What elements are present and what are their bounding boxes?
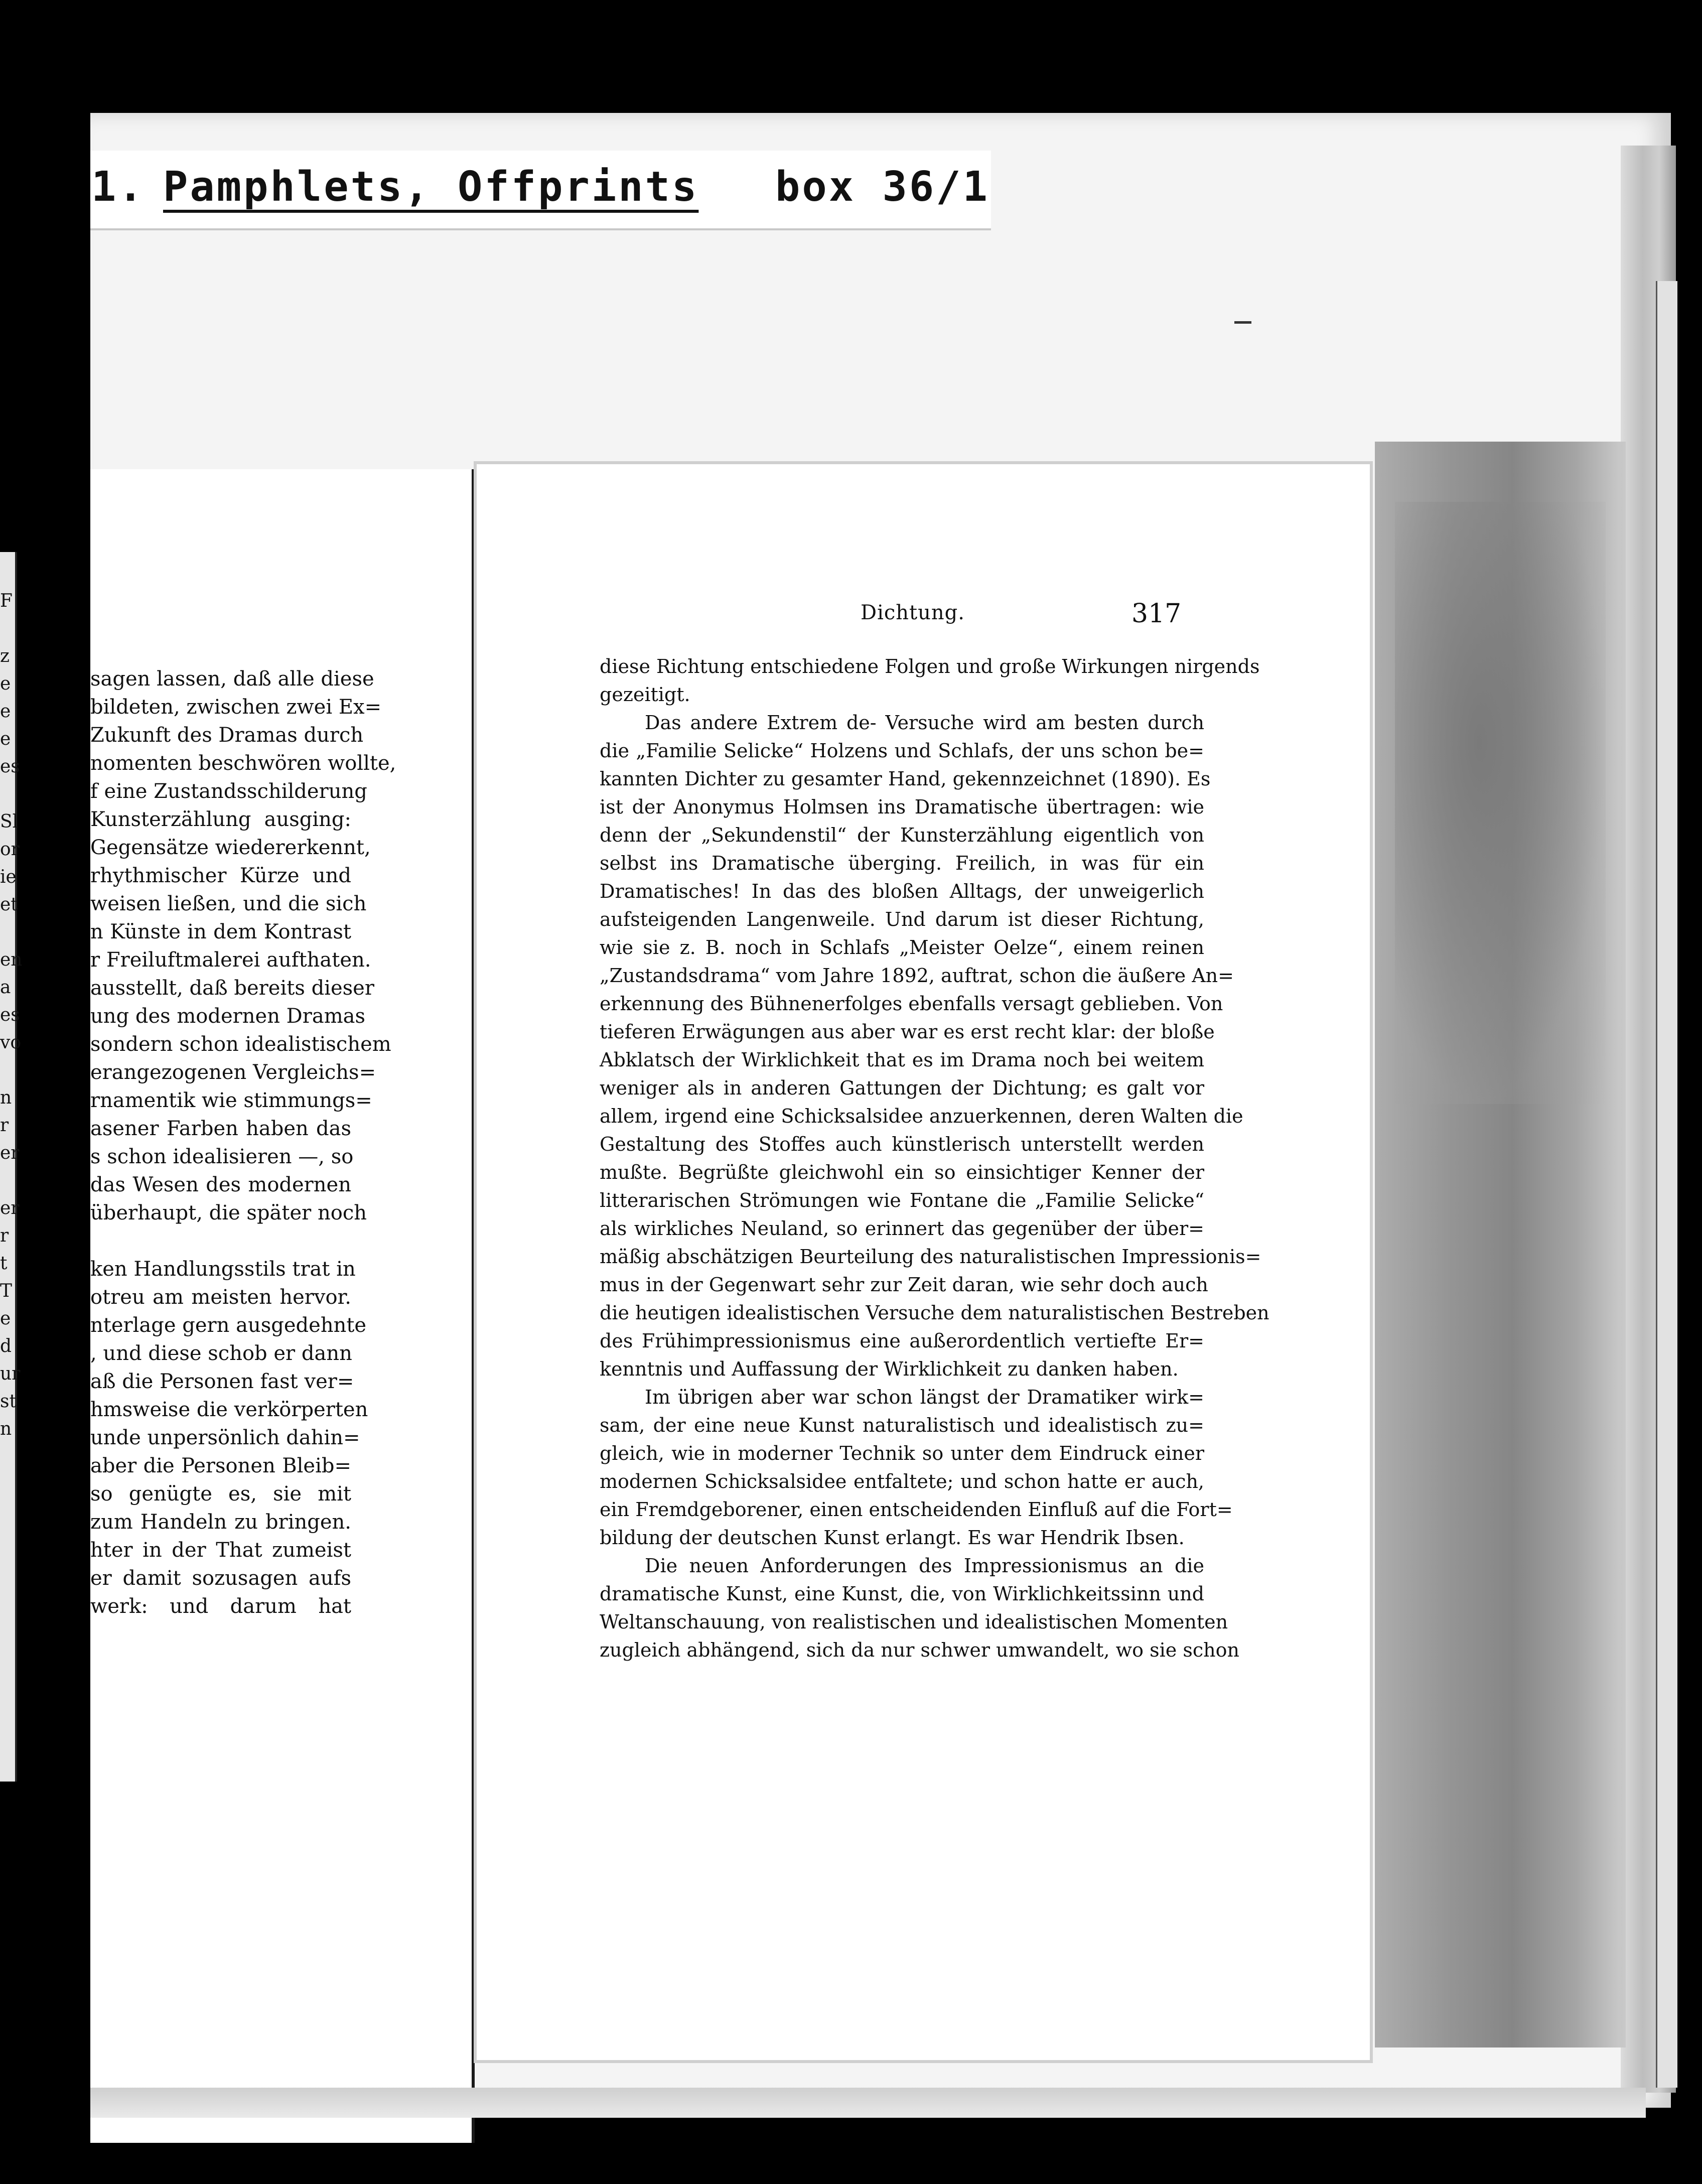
text-line: so genügte es, sie mit <box>90 1482 351 1506</box>
pencil-mark <box>1234 321 1251 324</box>
text-line: Die neuen Anforderungen des Impressionismus an die <box>645 1555 1204 1577</box>
text-fragment: z <box>0 646 10 666</box>
text-line: die „Familie Selicke“ Holzens und Schlafs, der uns schon be= <box>600 740 1204 762</box>
text-line: Gegensätze wiedererkennt, <box>90 836 371 859</box>
text-fragment <box>0 918 15 946</box>
text-line: ausstellt, daß bereits dieser <box>90 977 374 1000</box>
text-fragment: T <box>0 1281 13 1301</box>
text-line: sam, der eine neue Kunst naturalistisch und idealistisch zu= <box>600 1414 1204 1436</box>
label-title: Pamphlets, Offprints <box>163 163 699 211</box>
page-number: 317 <box>1131 599 1182 629</box>
text-line: gleich, wie in moderner Technik so unter dem Eindruck einer <box>600 1442 1204 1464</box>
text-fragment: ie <box>0 867 17 887</box>
text-fragment: or <box>0 839 20 860</box>
text-line: ein Fremdgeborener, einen entscheidenden Einfluß auf die Fort= <box>600 1498 1233 1521</box>
text-fragment <box>0 780 15 808</box>
text-line: Kunsterzählung ausging: <box>90 808 351 831</box>
text-line: Gestaltung des Stoffes auch künstlerisch unterstellt werden <box>600 1133 1204 1155</box>
text-line: wie sie z. B. noch in Schlafs „Meister Oelze“, einem reinen <box>600 936 1204 959</box>
text-fragment: r <box>0 1225 9 1246</box>
text-line: aufsteigenden Langenweile. Und darum ist dieser Richtung, <box>600 908 1204 930</box>
text-line: n Künste in dem Kontrast <box>90 920 351 943</box>
mount-edge-inner <box>1656 281 1677 2088</box>
text-line: asener Farben haben das <box>90 1117 351 1140</box>
text-fragment: st <box>0 1391 17 1412</box>
text-line: r Freiluftmalerei aufthaten. <box>90 948 371 972</box>
text-line: Weltanschauung, von realistischen und idealistischen Momenten <box>600 1611 1228 1633</box>
text-line: ung des modernen Dramas <box>90 1005 366 1028</box>
text-line: mäßig abschätzigen Beurteilung des naturalistischen Impressionis= <box>600 1246 1261 1268</box>
running-header: Dichtung. <box>861 601 965 624</box>
text-line: diese Richtung entschiedene Folgen und große Wirkungen nirgends <box>600 655 1260 677</box>
text-line: mus in der Gegenwart sehr zur Zeit daran, wie sehr doch auch <box>600 1274 1208 1296</box>
text-fragment: F <box>0 591 13 611</box>
text-line: f eine Zustandsschilderung <box>90 780 367 803</box>
text-line: bildung der deutschen Kunst erlangt. Es war Hendrik Ibsen. <box>600 1527 1185 1549</box>
text-fragment: e <box>0 729 11 749</box>
text-line: modernen Schicksalsidee entfaltete; und schon hatte er auch, <box>600 1470 1204 1492</box>
text-line: unde unpersönlich dahin= <box>90 1426 360 1449</box>
mount-bottom-edge <box>90 2088 1646 2118</box>
text-line: werk: und darum hat <box>90 1595 351 1618</box>
text-fragment: d <box>0 1336 12 1356</box>
text-fragment: e <box>0 701 11 722</box>
left-page-text <box>90 665 396 1620</box>
text-line: er damit sozusagen aufs <box>90 1567 351 1590</box>
text-line: weniger als in anderen Gattungen der Dichtung; es galt vor <box>600 1077 1204 1099</box>
text-line: Das andere Extrem de- Versuche wird am besten durch <box>645 712 1204 734</box>
text-line: gezeitigt. <box>600 684 690 706</box>
text-line: Abklatsch der Wirklichkeit that es im Drama noch bei weitem <box>600 1049 1204 1071</box>
text-fragment: t <box>0 1253 8 1274</box>
text-fragment: en <box>0 949 23 970</box>
text-line: nomenten beschwören wollte, <box>90 752 396 775</box>
text-line: tieferen Erwägungen aus aber war es erst recht klar: der bloße <box>600 1021 1215 1043</box>
text-fragment: Sl <box>0 811 19 832</box>
document-body <box>600 652 1269 1664</box>
text-line: rhythmischer Kürze und <box>90 864 351 887</box>
text-line: , und diese schob er dann <box>90 1342 352 1365</box>
text-line: sondern schon idealistischem <box>90 1033 391 1056</box>
text-line: ist der Anonymus Holmsen ins Dramatische übertragen: wie <box>600 796 1204 818</box>
text-line: erangezogenen Vergleichs= <box>90 1061 376 1084</box>
text-fragment: n <box>0 1419 12 1439</box>
text-line: des Frühimpressionismus eine außerordentlich vertiefte Er= <box>600 1330 1204 1352</box>
text-line: litterarischen Strömungen wie Fontane die „Familie Selicke“ <box>600 1189 1204 1211</box>
text-line: erkennung des Bühnenerfolges ebenfalls versagt geblieben. Von <box>600 993 1223 1015</box>
text-line: zugleich abhängend, sich da nur schwer umwandelt, wo sie schon <box>600 1639 1239 1661</box>
text-line: zum Handeln zu bringen. <box>90 1511 351 1534</box>
text-line: hmsweise die verkörperten <box>90 1398 368 1421</box>
text-line: hter in der That zumeist <box>90 1539 351 1562</box>
text-line: selbst ins Dramatische überging. Freilich, in was für ein <box>600 852 1204 874</box>
text-line: Dramatisches! In das des bloßen Alltags, der unweigerlich <box>600 880 1204 902</box>
text-line: dramatische Kunst, eine Kunst, die, von Wirklichkeitssinn und <box>600 1583 1204 1605</box>
text-fragment <box>0 615 15 642</box>
text-line: sagen lassen, daß alle diese <box>90 667 374 691</box>
text-fragment: er <box>0 1143 20 1163</box>
text-fragment: er <box>0 1198 20 1218</box>
text-line: „Zustandsdrama“ vom Jahre 1892, auftrat, schon die äußere An= <box>600 965 1234 987</box>
text-line: rnamentik wie stimmungs= <box>90 1089 372 1112</box>
text-line: aber die Personen Bleib= <box>90 1454 351 1477</box>
text-fragment: n <box>0 1087 12 1108</box>
text-line: weisen ließen, und die sich <box>90 892 367 915</box>
text-line: denn der „Sekundenstil“ der Kunsterzählung eigentlich von <box>600 824 1204 846</box>
text-line: kannten Dichter zu gesamter Hand, gekennzeichnet (1890). Es <box>600 768 1211 790</box>
text-fragment: vo <box>0 1032 22 1053</box>
background-smudge <box>1395 502 1606 1104</box>
text-line: die heutigen idealistischen Versuche dem naturalistischen Bestreben <box>600 1302 1269 1324</box>
text-fragment: et <box>0 894 18 915</box>
text-line: als wirkliches Neuland, so erinnert das gegenüber der über= <box>600 1217 1204 1240</box>
text-line: bildeten, zwischen zwei Ex= <box>90 696 382 719</box>
text-fragment <box>0 1056 15 1084</box>
text-fragment: ur <box>0 1363 21 1384</box>
text-line: nterlage gern ausgedehnte <box>90 1314 367 1337</box>
text-line: das Wesen des modernen <box>90 1173 351 1196</box>
paragraph-gap <box>90 1227 351 1255</box>
text-line: aß die Personen fast ver= <box>90 1370 354 1393</box>
text-fragment: es <box>0 756 20 777</box>
text-line: überhaupt, die später noch <box>90 1201 367 1224</box>
text-line: s schon idealisieren —, so <box>90 1145 354 1168</box>
text-fragment: e <box>0 1308 11 1329</box>
text-line: Zukunft des Dramas durch <box>90 724 364 747</box>
label-number: 1. <box>91 163 145 211</box>
text-line: Im übrigen aber war schon längst der Dramatiker wirk= <box>645 1386 1204 1408</box>
text-line: ken Handlungsstils trat in <box>90 1258 356 1281</box>
label-box-number: box 36/1 <box>775 163 989 211</box>
text-line: allem, irgend eine Schicksalsidee anzuerkennen, deren Walten die <box>600 1105 1243 1127</box>
text-fragment <box>0 1167 15 1194</box>
text-line: otreu am meisten hervor. <box>90 1286 351 1309</box>
text-line: mußte. Begrüßte gleichwohl ein so einsichtiger Kenner der <box>600 1161 1204 1183</box>
far-left-text <box>0 587 23 1443</box>
text-fragment: e <box>0 673 11 694</box>
text-line: kenntnis und Auffassung der Wirklichkeit zu danken haben. <box>600 1358 1179 1380</box>
text-fragment: es <box>0 1005 20 1025</box>
text-fragment: a <box>0 977 11 998</box>
text-fragment: r <box>0 1115 9 1136</box>
